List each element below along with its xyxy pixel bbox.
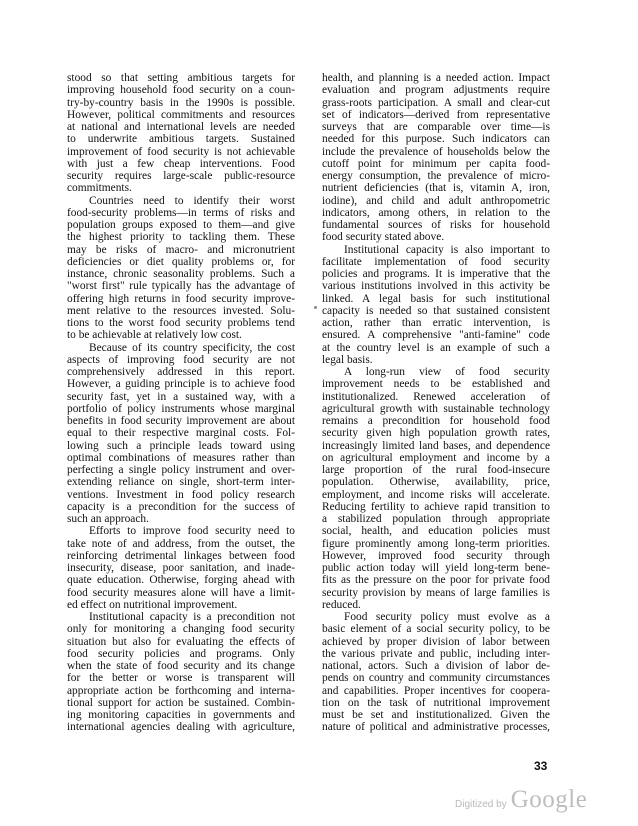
text-line: security fast, yet in a sustained way, with a — [67, 390, 295, 403]
text-line: reduced. — [322, 598, 361, 611]
text-line: food security policies and programs. Only — [67, 647, 295, 660]
text-line: set of indicators—derived from representative — [322, 108, 550, 121]
text-line: reinforcing detrimental linkages between food — [67, 549, 295, 562]
text-line: agricultural growth with sustainable technology — [322, 402, 550, 415]
text-line: ventions. Investment in food policy research — [67, 488, 295, 501]
text-line: fundamental sources of risks for household — [322, 219, 550, 231]
text-line: extending reliance on single, short-term inter- — [67, 476, 295, 489]
text-line: such an approach. — [67, 513, 149, 525]
text-line: optimal combinations of measures rather than — [67, 451, 295, 464]
text-line: Reducing fertility to achieve rapid transition to — [322, 500, 550, 513]
text-line: food-security problems—in terms of risks and — [67, 206, 295, 219]
text-line: portfolio of policy instruments whose marginal — [67, 402, 295, 415]
text-line: improvement of food security is not achievable — [67, 145, 295, 158]
text-line: public action today will yield long-term bene- — [322, 562, 550, 574]
text-line: facilitate implementation of food security — [322, 255, 550, 268]
text-line: capacity is needed so that sustained consistent — [322, 304, 550, 317]
scan-speck — [314, 306, 317, 309]
text-line: perfecting a single policy instrument and over- — [67, 464, 295, 476]
text-line: Countries need to identify their worst — [89, 194, 295, 207]
text-line: indicators, among others, in relation to the — [322, 206, 550, 219]
text-line: policies and programs. It is imperative that the — [322, 268, 550, 280]
text-line: commitments. — [67, 182, 132, 195]
google-logo: Google — [510, 786, 588, 813]
text-line: nutrient deficiencies (that is, vitamin A, iron, — [322, 182, 550, 195]
text-line: benefits in food security improvement are about — [67, 415, 295, 427]
text-line: improving household food security on a coun- — [67, 84, 295, 97]
text-line: health, and planning is a needed action. Impact — [322, 72, 550, 84]
text-line: capacity is a precondition for the success of — [67, 500, 295, 513]
text-line: tional support for action be sustained. Combin- — [67, 696, 295, 709]
text-line: tion on the task of nutritional improvement — [322, 696, 550, 709]
text-line: food security measures alone will have a limit- — [67, 586, 295, 599]
text-line: ensured. A comprehensive "anti-famine" code — [322, 329, 550, 342]
text-line: fits as the pressure on the poor for private food — [322, 574, 550, 587]
text-line: lowing such a principle leads toward using — [67, 439, 295, 452]
digitized-by-watermark — [455, 786, 587, 814]
text-line: A long-run view of food security — [344, 366, 550, 378]
text-line: figure prominently among long-term priorities. — [322, 537, 550, 550]
text-line: aspects of improving food security are not — [67, 353, 295, 366]
text-line: on agricultural employment and income by a — [322, 451, 550, 464]
text-line: offering high returns in food security improve- — [67, 292, 295, 305]
text-line: employment, and income risks will accelerate. — [322, 488, 550, 501]
text-line: the highest priority to tackling them. These — [67, 231, 295, 244]
text-line: needed for this purpose. Such indicators can — [322, 133, 550, 146]
text-line: pends on country and community circumstances — [322, 672, 550, 685]
text-line: for the better or worse is transparent will — [67, 672, 295, 685]
text-line: Food security policy must evolve as a — [344, 611, 550, 623]
text-line: try-by-country basis in the 1990s is possible. — [67, 96, 295, 109]
text-line: food security stated above. — [322, 231, 445, 244]
text-line: situation but also for evaluating the effects of — [67, 635, 295, 648]
text-line: population. Otherwise, availability, price, — [322, 476, 550, 489]
text-line: international agencies dealing with agriculture, — [67, 721, 295, 734]
text-line: at the country level is an example of such a — [322, 341, 550, 354]
text-line: action, rather than erratic intervention, is — [322, 317, 550, 329]
text-line: and capabilities. Proper incentives for coopera- — [322, 684, 550, 697]
text-line: grass-roots participation. A small and clear-cut — [322, 96, 550, 109]
text-line: various institutions involved in this activity be — [322, 280, 550, 293]
text-line: appropriate action be forthcoming and interna- — [67, 684, 295, 697]
text-line: to underwrite ambitious targets. Sustained — [67, 133, 295, 146]
text-line: Efforts to improve food security need to — [89, 525, 295, 538]
text-line: Institutional capacity is also important to — [344, 243, 550, 256]
text-line: ed effect on nutritional improvement. — [67, 598, 238, 611]
text-line: large proportion of the rural food-insecure — [322, 464, 550, 476]
text-line: the various private and public, including inter- — [322, 647, 550, 660]
text-line: with just a few cheap interventions. Food — [67, 157, 295, 170]
text-line: iodine), and child and adult anthropometric — [322, 194, 550, 207]
text-line: must be set and institutionalized. Given the — [322, 709, 550, 721]
text-line: may be risks of macro- and micronutrient — [67, 243, 295, 256]
text-line: equal to their respective marginal costs. Fol- — [67, 427, 295, 440]
text-line: security given high population growth rates, — [322, 427, 550, 440]
text-line: tions to the worst food security problems tend — [67, 317, 295, 329]
text-line: ing monitoring capacities in governments and — [67, 709, 295, 721]
text-line: improvement needs to be established and — [322, 378, 550, 391]
text-line: achieved by proper division of labor between — [322, 635, 550, 648]
text-line: "worst first" rule typically has the advantage of — [67, 280, 295, 293]
page-number: 33 — [534, 759, 548, 773]
text-line: social, health, and education policies must — [322, 525, 550, 538]
text-line: instance, chronic seasonality problems. Such a — [67, 268, 295, 280]
text-line: security requires large-scale public-resource — [67, 170, 295, 182]
text-line: ment relative to the resources invested. Solu- — [67, 304, 295, 317]
text-line: However, improved food security through — [322, 549, 550, 562]
text-line: deficiencies or diet quality problems or, for — [67, 255, 295, 268]
watermark-prefix: Digitized by — [455, 799, 507, 810]
text-line: energy consumption, the prevalence of micro- — [322, 170, 550, 182]
text-line: cutoff point for minimum per capita food- — [322, 157, 550, 170]
text-line: basic element of a social security policy, to be — [322, 623, 550, 636]
text-line: increasingly limited land bases, and dependence — [322, 439, 550, 452]
text-line: However, political commitments and resources — [67, 108, 295, 121]
text-line: to be achievable at relatively low cost. — [67, 329, 242, 342]
text-line: include the prevalence of households below the — [322, 145, 550, 158]
text-line: population groups exposed to them—and give — [67, 219, 295, 231]
text-line: comprehensively addressed in this report. — [67, 366, 295, 378]
right-text-column — [322, 72, 550, 734]
text-line: when the state of food security and its change — [67, 660, 295, 672]
text-line: linked. A legal basis for such institutional — [322, 292, 550, 305]
text-line: only for monitoring a changing food security — [67, 623, 295, 636]
text-line: surveys that are comparable over time—is — [322, 121, 550, 133]
text-line: nature of political and administrative processes, — [322, 721, 550, 734]
text-line: at national and international levels are needed — [67, 121, 295, 133]
text-line: security provision by means of large families is — [322, 586, 550, 599]
text-line: insecurity, disease, poor sanitation, and inade- — [67, 562, 295, 574]
text-line: national, actors. Such a division of labor de- — [322, 660, 550, 672]
text-line: quate education. Otherwise, forging ahead with — [67, 574, 295, 587]
text-line: evaluation and program adjustments require — [322, 84, 550, 97]
text-line: However, a guiding principle is to achieve food — [67, 378, 295, 391]
left-text-column — [67, 72, 295, 734]
text-line: Because of its country specificity, the cost — [89, 341, 295, 354]
text-line: remains a precondition for household food — [322, 415, 550, 427]
text-line: legal basis. — [322, 353, 373, 366]
text-line: a stabilized population through appropriate — [322, 513, 550, 525]
text-line: Institutional capacity is a precondition not — [89, 611, 295, 623]
text-line: institutionalized. Renewed acceleration of — [322, 390, 550, 403]
text-line: stood so that setting ambitious targets for — [67, 72, 295, 84]
text-line: take note of and address, from the outset, the — [67, 537, 295, 550]
